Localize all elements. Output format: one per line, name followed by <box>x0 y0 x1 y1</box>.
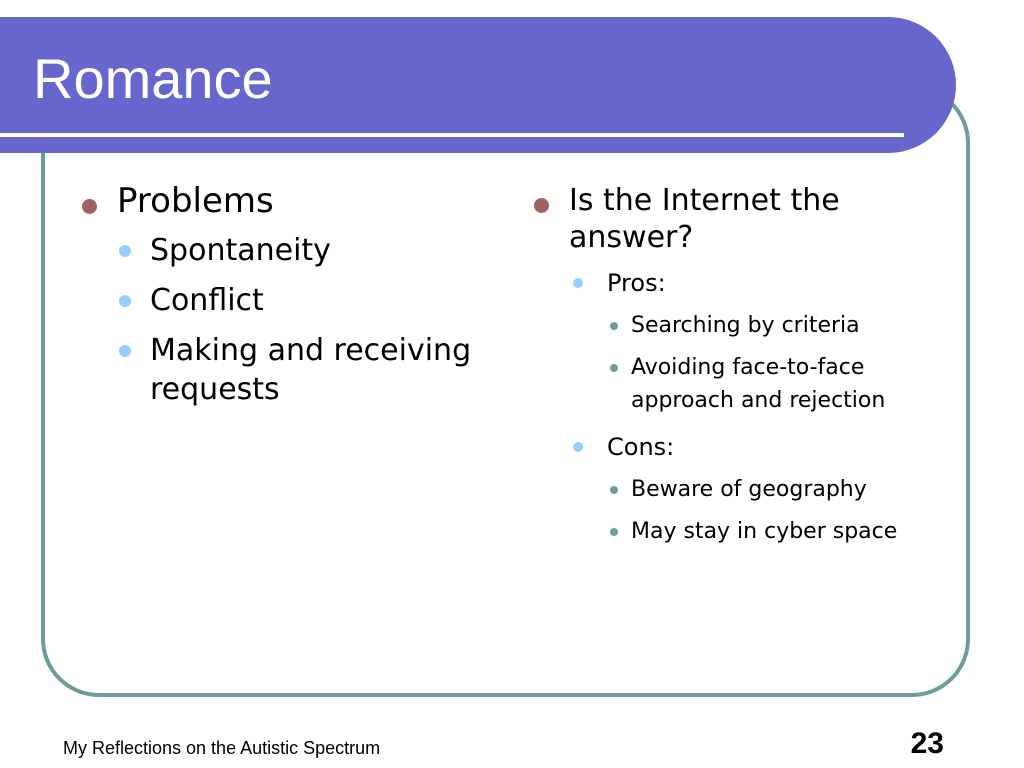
sub-bullet <box>117 231 500 270</box>
bullet-dot-icon <box>119 245 131 257</box>
bullet-text: Is the Internet the answer? <box>569 183 840 255</box>
bullet-dot-icon <box>82 199 97 214</box>
bullet-text: Pros: <box>607 269 666 297</box>
bullet-dot-icon <box>534 198 549 213</box>
bullet-dot-icon <box>610 364 618 372</box>
left-column <box>80 182 500 409</box>
bullet-dot-icon <box>573 278 583 288</box>
right-column <box>532 182 952 548</box>
bullet-text: Searching by criteria <box>631 313 860 338</box>
sub-bullet-cons <box>557 430 952 548</box>
bullet-internet <box>532 182 952 548</box>
page-number: 23 <box>910 727 944 760</box>
bullet-dot-icon <box>119 295 131 307</box>
slide-title: Romance <box>33 47 273 110</box>
sub-bullet <box>117 331 500 409</box>
bullet-text: Making and receiving requests <box>150 333 472 407</box>
sub-sub-bullet <box>607 473 952 506</box>
sub-sub-bullet <box>607 351 952 417</box>
bullet-dot-icon <box>573 442 583 452</box>
bullet-dot-icon <box>610 322 618 330</box>
sub-sub-bullet <box>607 515 952 548</box>
sub-bullet <box>117 281 500 320</box>
bullet-text: Cons: <box>607 433 675 461</box>
title-underline <box>0 133 904 137</box>
bullet-text: May stay in cyber space <box>631 519 898 544</box>
sub-sub-bullet <box>607 309 952 342</box>
bullet-dot-icon <box>610 486 618 494</box>
bullet-dot-icon <box>610 528 618 536</box>
bullet-text: Problems <box>117 181 274 221</box>
sub-bullet-pros <box>557 266 952 417</box>
bullet-text: Beware of geography <box>631 477 867 502</box>
bullet-problems <box>80 182 500 409</box>
bullet-dot-icon <box>119 345 131 357</box>
bullet-text: Avoiding face-to-face approach and rejection <box>631 355 886 413</box>
bullet-text: Spontaneity <box>150 233 331 268</box>
bullet-text: Conflict <box>150 283 264 318</box>
footer-text: My Reflections on the Autistic Spectrum <box>63 738 381 758</box>
